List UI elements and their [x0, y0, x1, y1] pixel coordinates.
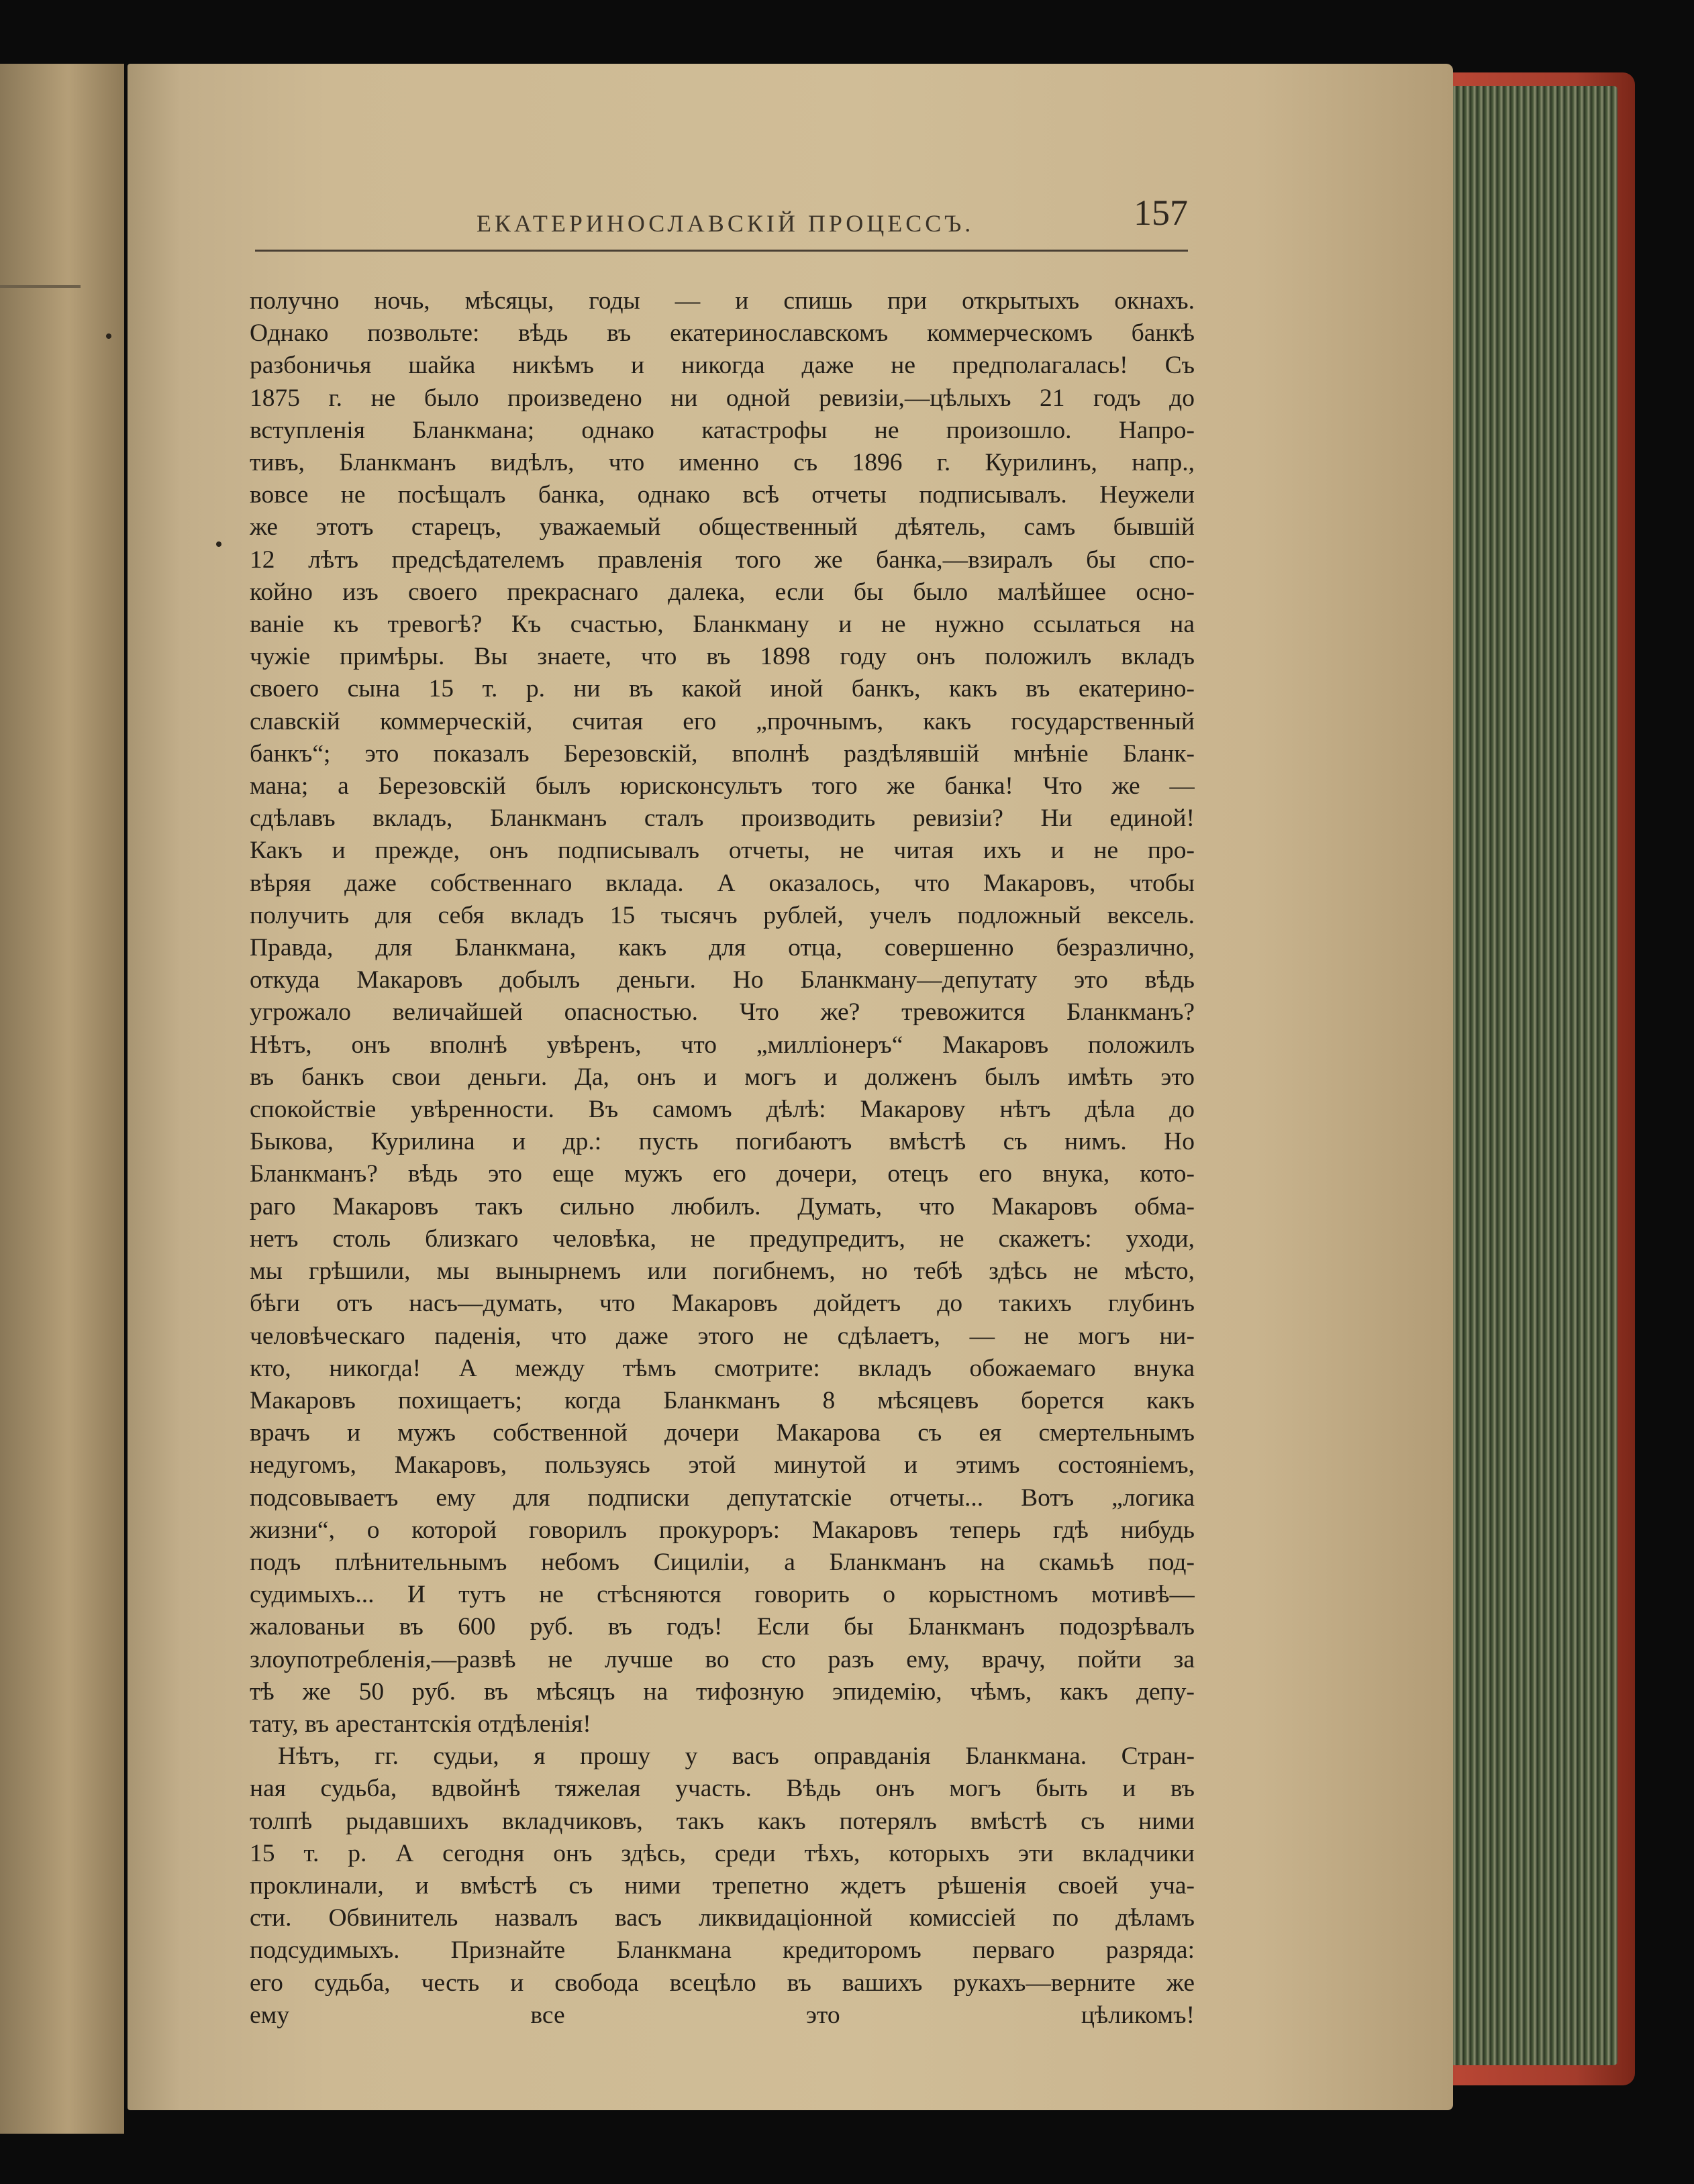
text-line: банкъ“; это показалъ Березовскій, вполнѣ раздѣлявшій мнѣніе Бланк- [250, 739, 1195, 768]
text-line: ваніе къ тревогѣ? Къ счастью, Бланкману и не нужно ссылаться на [250, 611, 1195, 639]
text-line: чужіе примѣры. Вы знаете, что въ 1898 году онъ положилъ вкладъ [250, 643, 1195, 671]
text-line: въ банкъ свои деньги. Да, онъ и могъ и долженъ былъ имѣть это [250, 1063, 1195, 1091]
text-line: откуда Макаровъ добылъ деньги. Но Бланкману—депутату это вѣдь [250, 966, 1195, 994]
text-line: Макаровъ похищаетъ; когда Бланкманъ 8 мѣсяцевъ борется какъ [250, 1386, 1195, 1414]
text-line: Какъ и прежде, онъ подписывалъ отчеты, не читая ихъ и не про- [250, 837, 1195, 865]
text-line: тату, въ арестантскія отдѣленія! [250, 1710, 591, 1738]
facing-page-rule [0, 285, 81, 288]
text-line: 1875 г. не было произведено ни одной ревизіи,—цѣлыхъ 21 годъ до [250, 384, 1195, 412]
text-line: подсудимыхъ. Признайте Бланкмана кредиторомъ перваго разряда: [250, 1936, 1195, 1965]
text-line: судимыхъ... И тутъ не стѣсняются говорить о корыстномъ мотивѣ— [250, 1581, 1195, 1609]
text-line: бѣги отъ насъ—думать, что Макаровъ дойдетъ до такихъ глубинъ [250, 1290, 1195, 1318]
text-line: Правда, для Бланкмана, какъ для отца, совершенно безразлично, [250, 934, 1195, 962]
text-line: своего сына 15 т. р. ни въ какой иной банкъ, какъ въ екатерино- [250, 675, 1195, 703]
text-line: подсовываетъ ему для подписки депутатскіе отчеты... Вотъ „логика [250, 1484, 1195, 1512]
text-line: вовсе не посѣщалъ банка, однако всѣ отчеты подписывалъ. Неужели [250, 481, 1195, 509]
text-line: угрожало величайшей опасностью. Что же? тревожится Бланкманъ? [250, 998, 1195, 1027]
text-line: же этотъ старецъ, уважаемый общественный дѣятель, самъ бывшій [250, 513, 1195, 541]
text-line: Бланкманъ? вѣдь это еще мужъ его дочери, отецъ его внука, кото- [250, 1160, 1195, 1188]
text-line: нетъ столь близкаго человѣка, не предупредитъ, не скажетъ: уходи, [250, 1225, 1195, 1253]
text-line: жизни“, о которой говорилъ прокуроръ: Макаровъ теперь гдѣ нибудь [250, 1516, 1195, 1544]
header-rule [255, 250, 1188, 252]
body-text [250, 285, 1195, 2032]
text-line: Нѣтъ, гг. судьи, я прошу у васъ оправданія Бланкмана. Стран- [278, 1743, 1195, 1771]
text-line: получить для себя вкладъ 15 тысячъ рублей, учелъ подложный вексель. [250, 901, 1195, 929]
text-line: проклинали, и вмѣстѣ съ ними трепетно ждетъ рѣшенія своей уча- [250, 1871, 1195, 1900]
facing-page [0, 64, 124, 2134]
text-line: вступленія Бланкмана; однако катастрофы не произошло. Напро- [250, 416, 1195, 444]
text-line: раго Макаровъ такъ сильно любилъ. Думать, что Макаровъ обма- [250, 1192, 1195, 1220]
text-line: подъ плѣнительнымъ небомъ Сициліи, а Бланкманъ на скамьѣ под- [250, 1548, 1195, 1576]
text-line: толпѣ рыдавшихъ вкладчиковъ, такъ какъ потерялъ вмѣстѣ съ ними [250, 1807, 1195, 1835]
margin-mark [106, 333, 111, 339]
text-line: кто, никогда! А между тѣмъ смотрите: вкладъ обожаемаго внука [250, 1354, 1195, 1382]
text-line: сдѣлавъ вкладъ, Бланкманъ сталъ производить ревизіи? Ни единой! [250, 804, 1195, 833]
text-line: получно ночь, мѣсяцы, годы — и спишь при открытыхъ окнахъ. [250, 287, 1195, 315]
page-number: 157 [1134, 193, 1188, 233]
page-header [255, 195, 1188, 255]
text-line: спокойствіе увѣренности. Въ самомъ дѣлѣ: Макарову нѣтъ дѣла до [250, 1096, 1195, 1124]
page-block-edges [1443, 86, 1617, 2065]
text-line: мы грѣшили, мы вынырнемъ или погибнемъ, но тебѣ здѣсь не мѣсто, [250, 1257, 1195, 1286]
margin-mark [216, 541, 221, 547]
text-line: койно изъ своего прекраснаго далека, если бы было малѣйшее осно- [250, 578, 1195, 606]
text-line: тивъ, Бланкманъ видѣлъ, что именно съ 1896 г. Курилинъ, напр., [250, 449, 1195, 477]
text-line: 12 лѣтъ предсѣдателемъ правленія того же банка,—взиралъ бы спо- [250, 545, 1195, 574]
text-line: славскій коммерческій, считая его „прочнымъ, какъ государственный [250, 707, 1195, 735]
text-line: сти. Обвинитель назвалъ васъ ликвидаціонной комиссіей по дѣламъ [250, 1904, 1195, 1932]
text-line: вѣряя даже собственнаго вклада. А оказалось, что Макаровъ, чтобы [250, 869, 1195, 897]
text-line: тѣ же 50 руб. въ мѣсяцъ на тифозную эпидемію, чѣмъ, какъ депу- [250, 1677, 1195, 1706]
text-line: разбоничья шайка никѣмъ и никогда даже не предполагалась! Съ [250, 352, 1195, 380]
text-line: жалованьи въ 600 руб. въ годъ! Если бы Бланкманъ подозрѣвалъ [250, 1613, 1195, 1641]
text-line: мана; а Березовскій былъ юрисконсультъ того же банка! Что же — [250, 772, 1195, 800]
text-line: ная судьба, вдвойнѣ тяжелая участь. Вѣдь онъ могъ быть и въ [250, 1775, 1195, 1803]
text-line: Быкова, Курилина и др.: пусть погибаютъ вмѣстѣ съ нимъ. Но [250, 1128, 1195, 1156]
text-line: врачъ и мужъ собственной дочери Макарова съ ея смертельнымъ [250, 1419, 1195, 1447]
text-line: Однако позвольте: вѣдь въ екатеринославскомъ коммерческомъ банкѣ [250, 319, 1195, 348]
text-line: недугомъ, Макаровъ, пользуясь этой минутой и этимъ состояніемъ, [250, 1451, 1195, 1479]
text-line: ему все это цѣликомъ! [250, 2001, 1195, 2029]
text-line: Нѣтъ, онъ вполнѣ увѣренъ, что „милліонеръ“ Макаровъ положилъ [250, 1031, 1195, 1059]
running-title: ЕКАТЕРИНОСЛАВСКІЙ ПРОЦЕССЪ. [477, 210, 975, 237]
text-line: его судьба, честь и свобода всецѣло въ вашихъ рукахъ—верните же [250, 1969, 1195, 1997]
text-line: 15 т. р. А сегодня онъ здѣсь, среди тѣхъ, которыхъ эти вкладчики [250, 1839, 1195, 1867]
text-line: злоупотребленія,—развѣ не лучше во сто разъ ему, врачу, пойти за [250, 1645, 1195, 1673]
text-line: человѣческаго паденія, что даже этого не сдѣлаетъ, — не могъ ни- [250, 1322, 1195, 1350]
